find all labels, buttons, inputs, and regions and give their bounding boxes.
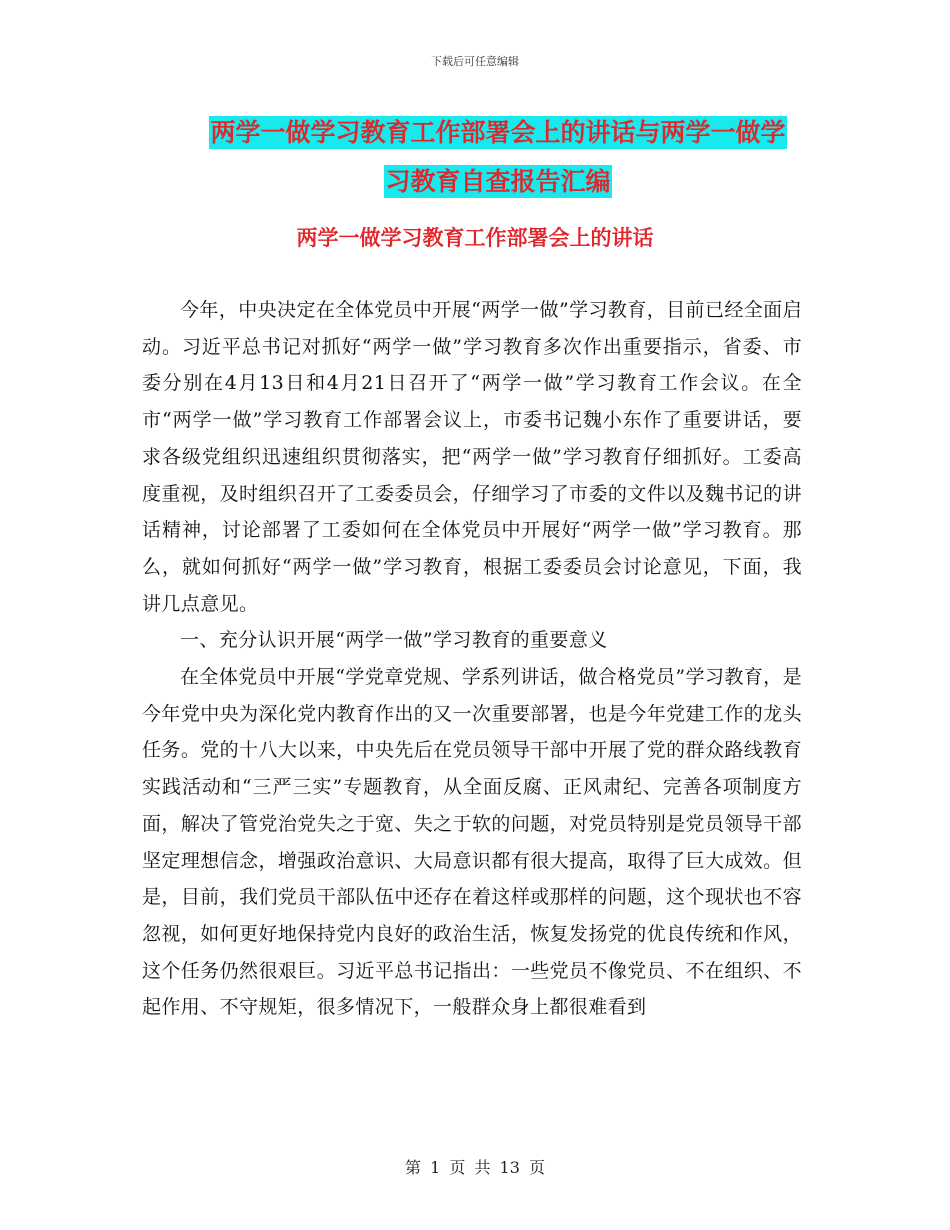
header-note: 下载后可任意编辑 <box>431 55 519 68</box>
section-title: 两学一做学习教育工作部署会上的讲话 <box>296 226 654 250</box>
document-title-line-2: 习教育自查报告汇编 <box>385 167 611 196</box>
document-body <box>142 292 802 1026</box>
document-title-line-1: 两学一做学习教育工作部署会上的讲话与两学一做学 <box>210 118 786 147</box>
paragraph-heading-1: 一、充分认识开展“两学一做”学习教育的重要意义 <box>180 629 608 652</box>
paragraph-significance: 在全体党员中开展“学党章党规、学系列讲话，做合格党员”学习教育，是今年党中央为深化党内教育作出的又一次重要部署，也是今年党建工作的龙头任务。党的十八大以来，中央先后在党员领导干部中开展了党的群众路线教育实践活动和“三严三实”专题教育，从全面反腐、正风肃纪、完善各项制度方面，解决了管党治党失之于宽、失之于软的问题，对党员特别是党员领导干部坚定理想信念，增强政治意识、大局意识都有很大提高，取得了巨大成效。但是，目前，我们党员干部队伍中还存在着这样或那样的问题，这个现状也不容忽视，如何更好地保持党内良好的政治生活，恢复发扬党的优良传统和作风，这个任务仍然很艰巨。习近平总书记指出：一些党员不像党员、不在组织、不起作用、不守规矩，很多情况下，一般群众身上都很难看到 <box>142 666 802 1019</box>
page-footer: 第 1 页 共 13 页 <box>405 1158 545 1177</box>
paragraph-intro: 今年，中央决定在全体党员中开展“两学一做”学习教育，目前已经全面启动。习近平总书记对抓好“两学一做”学习教育多次作出重要指示，省委、市委分别在4月13日和4月21日召开了“两学一做”学习教育工作会议。在全市“两学一做”学习教育工作部署会议上，市委书记魏小东作了重要讲话，要求各级党组织迅速组织贯彻落实，把“两学一做”学习教育仔细抓好。工委高度重视，及时组织召开了工委委员会，仔细学习了市委的文件以及魏书记的讲话精神，讨论部署了工委如何在全体党员中开展好“两学一做”学习教育。那么，就如何抓好“两学一做”学习教育，根据工委委员会讨论意见，下面，我讲几点意见。 <box>142 299 802 615</box>
document-title <box>192 108 804 206</box>
